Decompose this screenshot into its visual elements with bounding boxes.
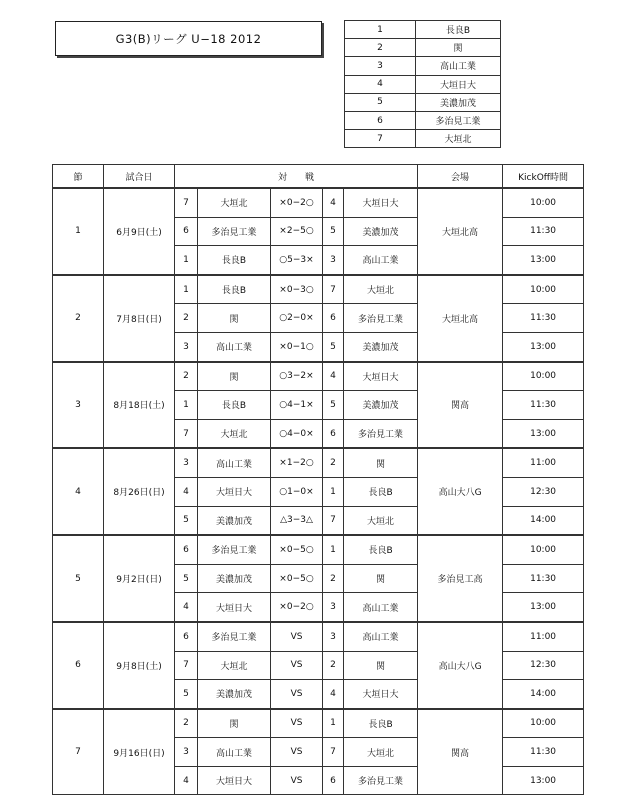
match-row bbox=[53, 622, 584, 651]
legend-row bbox=[345, 39, 501, 57]
away-team: 大垣日大 bbox=[344, 188, 418, 217]
match-score: ○5−3× bbox=[271, 246, 323, 275]
kickoff-time: 10:00 bbox=[503, 535, 584, 564]
match-row bbox=[53, 362, 584, 391]
kickoff-time: 10:00 bbox=[503, 188, 584, 217]
team-number: 7 bbox=[345, 130, 416, 148]
kickoff-time: 11:30 bbox=[503, 564, 584, 593]
round-venue: 高山大八G bbox=[418, 622, 503, 709]
match-score: ×2−5○ bbox=[271, 217, 323, 246]
away-team: 関 bbox=[344, 564, 418, 593]
home-team: 高山工業 bbox=[198, 332, 271, 361]
kickoff-time: 11:00 bbox=[503, 622, 584, 651]
kickoff-time: 13:00 bbox=[503, 766, 584, 795]
kickoff-time: 14:00 bbox=[503, 506, 584, 535]
home-team-number: 3 bbox=[175, 738, 198, 767]
team-name: 美濃加茂 bbox=[416, 93, 501, 111]
away-team-number: 2 bbox=[323, 651, 344, 680]
home-team-number: 2 bbox=[175, 304, 198, 333]
home-team: 大垣北 bbox=[198, 188, 271, 217]
away-team: 美濃加茂 bbox=[344, 391, 418, 420]
home-team: 長良B bbox=[198, 246, 271, 275]
header-venue: 会場 bbox=[418, 165, 503, 189]
match-score: ○4−1× bbox=[271, 391, 323, 420]
match-score: ○1−0× bbox=[271, 477, 323, 506]
home-team: 美濃加茂 bbox=[198, 506, 271, 535]
round-section: 1 bbox=[53, 188, 104, 275]
home-team-number: 6 bbox=[175, 217, 198, 246]
away-team-number: 5 bbox=[323, 391, 344, 420]
match-score: ×0−3○ bbox=[271, 275, 323, 304]
match-score: △3−3△ bbox=[271, 506, 323, 535]
round-venue: 多治見工高 bbox=[418, 535, 503, 622]
team-legend-table bbox=[344, 20, 501, 148]
away-team-number: 2 bbox=[323, 564, 344, 593]
team-name: 長良B bbox=[416, 21, 501, 39]
home-team: 長良B bbox=[198, 391, 271, 420]
away-team: 美濃加茂 bbox=[344, 332, 418, 361]
home-team-number: 4 bbox=[175, 766, 198, 795]
away-team-number: 5 bbox=[323, 332, 344, 361]
team-name: 大垣日大 bbox=[416, 75, 501, 93]
match-score: ×0−2○ bbox=[271, 188, 323, 217]
home-team: 高山工業 bbox=[198, 448, 271, 477]
team-number: 1 bbox=[345, 21, 416, 39]
team-number: 3 bbox=[345, 57, 416, 75]
home-team-number: 7 bbox=[175, 651, 198, 680]
round-section: 6 bbox=[53, 622, 104, 709]
away-team-number: 4 bbox=[323, 188, 344, 217]
match-score: VS bbox=[271, 622, 323, 651]
home-team-number: 3 bbox=[175, 332, 198, 361]
away-team-number: 6 bbox=[323, 304, 344, 333]
legend-row bbox=[345, 57, 501, 75]
kickoff-time: 10:00 bbox=[503, 362, 584, 391]
match-score: ×0−2○ bbox=[271, 593, 323, 622]
team-number: 2 bbox=[345, 39, 416, 57]
match-score: ×0−1○ bbox=[271, 332, 323, 361]
kickoff-time: 11:30 bbox=[503, 304, 584, 333]
away-team-number: 4 bbox=[323, 362, 344, 391]
match-score: ×1−2○ bbox=[271, 448, 323, 477]
home-team-number: 6 bbox=[175, 535, 198, 564]
home-team: 多治見工業 bbox=[198, 535, 271, 564]
round-date: 9月16日(日) bbox=[104, 709, 175, 795]
match-score: VS bbox=[271, 651, 323, 680]
round-section: 4 bbox=[53, 448, 104, 535]
home-team-number: 2 bbox=[175, 362, 198, 391]
match-score: VS bbox=[271, 766, 323, 795]
away-team: 高山工業 bbox=[344, 593, 418, 622]
home-team: 美濃加茂 bbox=[198, 680, 271, 709]
away-team-number: 7 bbox=[323, 275, 344, 304]
away-team: 長良B bbox=[344, 477, 418, 506]
away-team-number: 5 bbox=[323, 217, 344, 246]
home-team: 多治見工業 bbox=[198, 622, 271, 651]
away-team: 関 bbox=[344, 651, 418, 680]
away-team: 多治見工業 bbox=[344, 419, 418, 448]
away-team-number: 6 bbox=[323, 766, 344, 795]
home-team-number: 1 bbox=[175, 275, 198, 304]
round-section: 7 bbox=[53, 709, 104, 795]
header-date: 試合日 bbox=[104, 165, 175, 189]
home-team-number: 4 bbox=[175, 593, 198, 622]
team-name: 大垣北 bbox=[416, 130, 501, 148]
home-team-number: 3 bbox=[175, 448, 198, 477]
away-team: 多治見工業 bbox=[344, 304, 418, 333]
home-team: 関 bbox=[198, 362, 271, 391]
round-date: 9月2日(日) bbox=[104, 535, 175, 622]
round-venue: 大垣北高 bbox=[418, 188, 503, 275]
match-score: VS bbox=[271, 709, 323, 738]
match-row bbox=[53, 535, 584, 564]
round-venue: 関高 bbox=[418, 709, 503, 795]
home-team-number: 1 bbox=[175, 246, 198, 275]
round-date: 8月18日(土) bbox=[104, 362, 175, 449]
round-venue: 大垣北高 bbox=[418, 275, 503, 362]
schedule-header-row bbox=[53, 165, 584, 189]
away-team-number: 1 bbox=[323, 709, 344, 738]
away-team: 関 bbox=[344, 448, 418, 477]
away-team: 長良B bbox=[344, 709, 418, 738]
away-team-number: 3 bbox=[323, 622, 344, 651]
round-date: 8月26日(日) bbox=[104, 448, 175, 535]
home-team-number: 1 bbox=[175, 391, 198, 420]
away-team-number: 6 bbox=[323, 419, 344, 448]
kickoff-time: 11:30 bbox=[503, 738, 584, 767]
home-team: 大垣北 bbox=[198, 419, 271, 448]
home-team: 長良B bbox=[198, 275, 271, 304]
team-name: 高山工業 bbox=[416, 57, 501, 75]
home-team-number: 5 bbox=[175, 564, 198, 593]
match-score: VS bbox=[271, 680, 323, 709]
match-score: ×0−5○ bbox=[271, 535, 323, 564]
home-team-number: 2 bbox=[175, 709, 198, 738]
team-name: 関 bbox=[416, 39, 501, 57]
header-kickoff: KickOff時間 bbox=[503, 165, 584, 189]
home-team-number: 4 bbox=[175, 477, 198, 506]
kickoff-time: 12:30 bbox=[503, 651, 584, 680]
kickoff-time: 13:00 bbox=[503, 246, 584, 275]
round-section: 5 bbox=[53, 535, 104, 622]
legend-row bbox=[345, 75, 501, 93]
schedule-table bbox=[52, 164, 584, 795]
kickoff-time: 10:00 bbox=[503, 709, 584, 738]
away-team-number: 1 bbox=[323, 535, 344, 564]
match-row bbox=[53, 275, 584, 304]
home-team-number: 6 bbox=[175, 622, 198, 651]
team-number: 6 bbox=[345, 111, 416, 129]
away-team-number: 3 bbox=[323, 246, 344, 275]
away-team: 大垣北 bbox=[344, 275, 418, 304]
header-section: 節 bbox=[53, 165, 104, 189]
match-score: ×0−5○ bbox=[271, 564, 323, 593]
legend-row bbox=[345, 130, 501, 148]
round-date: 6月9日(土) bbox=[104, 188, 175, 275]
away-team: 多治見工業 bbox=[344, 766, 418, 795]
match-score: VS bbox=[271, 738, 323, 767]
kickoff-time: 11:00 bbox=[503, 448, 584, 477]
round-venue: 関高 bbox=[418, 362, 503, 449]
home-team: 大垣日大 bbox=[198, 766, 271, 795]
kickoff-time: 10:00 bbox=[503, 275, 584, 304]
home-team-number: 5 bbox=[175, 506, 198, 535]
header-match: 対 戦 bbox=[175, 165, 418, 189]
away-team-number: 4 bbox=[323, 680, 344, 709]
away-team: 大垣北 bbox=[344, 506, 418, 535]
home-team-number: 7 bbox=[175, 419, 198, 448]
kickoff-time: 13:00 bbox=[503, 593, 584, 622]
away-team-number: 7 bbox=[323, 506, 344, 535]
home-team: 高山工業 bbox=[198, 738, 271, 767]
away-team: 高山工業 bbox=[344, 622, 418, 651]
round-section: 3 bbox=[53, 362, 104, 449]
away-team: 大垣北 bbox=[344, 738, 418, 767]
round-section: 2 bbox=[53, 275, 104, 362]
away-team: 長良B bbox=[344, 535, 418, 564]
match-row bbox=[53, 448, 584, 477]
home-team: 関 bbox=[198, 304, 271, 333]
match-score: ○4−0× bbox=[271, 419, 323, 448]
match-score: ○2−0× bbox=[271, 304, 323, 333]
kickoff-time: 13:00 bbox=[503, 419, 584, 448]
legend-row bbox=[345, 21, 501, 39]
home-team: 多治見工業 bbox=[198, 217, 271, 246]
away-team-number: 2 bbox=[323, 448, 344, 477]
kickoff-time: 11:30 bbox=[503, 217, 584, 246]
round-date: 9月8日(土) bbox=[104, 622, 175, 709]
home-team: 大垣日大 bbox=[198, 593, 271, 622]
away-team-number: 7 bbox=[323, 738, 344, 767]
team-number: 4 bbox=[345, 75, 416, 93]
team-name: 多治見工業 bbox=[416, 111, 501, 129]
home-team: 関 bbox=[198, 709, 271, 738]
page-title: G3(B)リーグ U−18 2012 bbox=[55, 21, 322, 56]
legend-row bbox=[345, 93, 501, 111]
kickoff-time: 14:00 bbox=[503, 680, 584, 709]
home-team: 大垣日大 bbox=[198, 477, 271, 506]
kickoff-time: 13:00 bbox=[503, 332, 584, 361]
team-number: 5 bbox=[345, 93, 416, 111]
home-team: 大垣北 bbox=[198, 651, 271, 680]
away-team: 高山工業 bbox=[344, 246, 418, 275]
away-team: 美濃加茂 bbox=[344, 217, 418, 246]
round-venue: 高山大八G bbox=[418, 448, 503, 535]
away-team-number: 3 bbox=[323, 593, 344, 622]
kickoff-time: 12:30 bbox=[503, 477, 584, 506]
match-score: ○3−2× bbox=[271, 362, 323, 391]
away-team: 大垣日大 bbox=[344, 680, 418, 709]
kickoff-time: 11:30 bbox=[503, 391, 584, 420]
match-row bbox=[53, 709, 584, 738]
legend-row bbox=[345, 111, 501, 129]
home-team: 美濃加茂 bbox=[198, 564, 271, 593]
home-team-number: 5 bbox=[175, 680, 198, 709]
home-team-number: 7 bbox=[175, 188, 198, 217]
away-team: 大垣日大 bbox=[344, 362, 418, 391]
away-team-number: 1 bbox=[323, 477, 344, 506]
round-date: 7月8日(日) bbox=[104, 275, 175, 362]
match-row bbox=[53, 188, 584, 217]
